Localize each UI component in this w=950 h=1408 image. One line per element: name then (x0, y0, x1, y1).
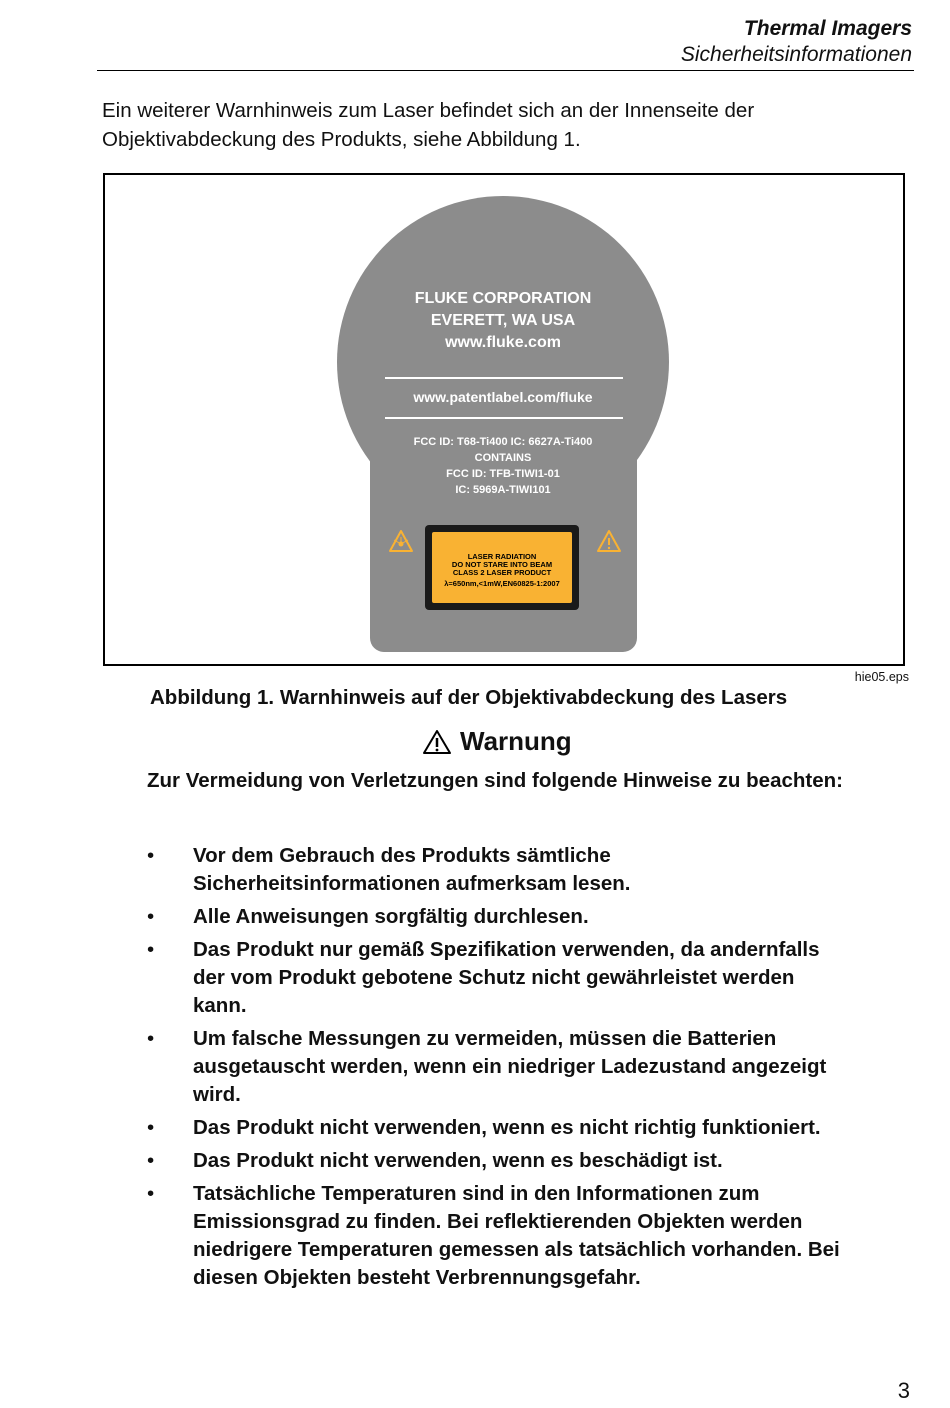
warning-intro: Zur Vermeidung von Verletzungen sind folgende Hinweise zu beachten: (147, 769, 843, 792)
list-item-text: Alle Anweisungen sorgfältig durchlesen. (193, 905, 589, 928)
intro-paragraph: Ein weiterer Warnhinweis zum Laser befindet sich an der Innenseite der Objektivabdeckung des Produkts, siehe Abbildung 1. (102, 99, 755, 151)
fcc-line-1: FCC ID: T68-Ti400 IC: 6627A-Ti400 (413, 436, 593, 448)
list-item (147, 1147, 847, 1175)
figure-frame (103, 173, 905, 666)
fcc-line-2: CONTAINS (474, 452, 532, 464)
laser-line-2: DO NOT STARE INTO BEAM (451, 560, 553, 569)
bullet-symbol: • (147, 1027, 155, 1050)
label-line-3: www.fluke.com (445, 334, 561, 351)
list-item-text: Das Produkt nicht verwenden, wenn es nicht richtig funktioniert. (193, 1116, 821, 1139)
bullet-symbol: • (147, 1182, 155, 1205)
header-title: Thermal Imagers (743, 17, 912, 40)
list-item-text: Vor dem Gebrauch des Produkts sämtliche Sicherheitsinformationen aufmerksam lesen. (193, 844, 631, 895)
warning-triangle-icon (422, 729, 452, 755)
fcc-line-3: FCC ID: TFB-TIWI1-01 (446, 468, 560, 480)
figure-caption: Abbildung 1. Warnhinweis auf der Objektivabdeckung des Lasers (150, 686, 788, 709)
laser-line-4: λ=650nm,<1mW,EN60825-1:2007 (444, 579, 560, 588)
list-item-text: Tatsächliche Temperaturen sind in den Informationen zum Emissionsgrad zu finden. Bei reflektierenden Objekten werden niedrigere Temperaturen gemessen als tatsächlich vorhanden. Bei diesen Objekten besteht Verbrennungsgefahr. (193, 1182, 840, 1289)
list-item (147, 1180, 847, 1292)
fcc-line-4: IC: 5969A-TIWI101 (455, 484, 551, 496)
patent-url: www.patentlabel.com/fluke (413, 389, 593, 405)
page-header (681, 16, 912, 68)
list-item (147, 842, 847, 898)
header-divider (97, 70, 914, 71)
laser-line-3: CLASS 2 LASER PRODUCT (452, 568, 552, 577)
bullet-symbol: • (147, 844, 155, 867)
list-item (147, 936, 847, 1020)
bullet-symbol: • (147, 1149, 155, 1172)
bullet-symbol: • (147, 938, 155, 961)
list-item (147, 1025, 847, 1109)
label-line-2: EVERETT, WA USA (430, 312, 576, 329)
bullet-symbol: • (147, 905, 155, 928)
label-line-1: FLUKE CORPORATION (414, 290, 592, 307)
list-item-text: Das Produkt nicht verwenden, wenn es beschädigt ist. (193, 1149, 723, 1172)
list-item (147, 1114, 847, 1142)
page-number: 3 (897, 1378, 910, 1403)
lens-cover-label-illustration (105, 175, 903, 664)
warning-list (147, 842, 847, 1297)
laser-line-1: LASER RADIATION (467, 552, 537, 561)
list-item-text: Das Produkt nur gemäß Spezifikation verwenden, da andernfalls der vom Produkt gebotene Schutz nicht gewährleistet werden kann. (193, 938, 820, 1017)
figure-file-name: hie05.eps (854, 670, 909, 684)
bullet-symbol: • (147, 1116, 155, 1139)
warning-heading (422, 726, 572, 757)
list-item (147, 903, 847, 931)
warning-heading-text: Warnung (460, 726, 572, 756)
list-item-text: Um falsche Messungen zu vermeiden, müssen die Batterien ausgetauscht werden, wenn ein niedriger Ladezustand angezeigt wird. (193, 1027, 827, 1106)
header-subtitle: Sicherheitsinformationen (680, 43, 912, 66)
